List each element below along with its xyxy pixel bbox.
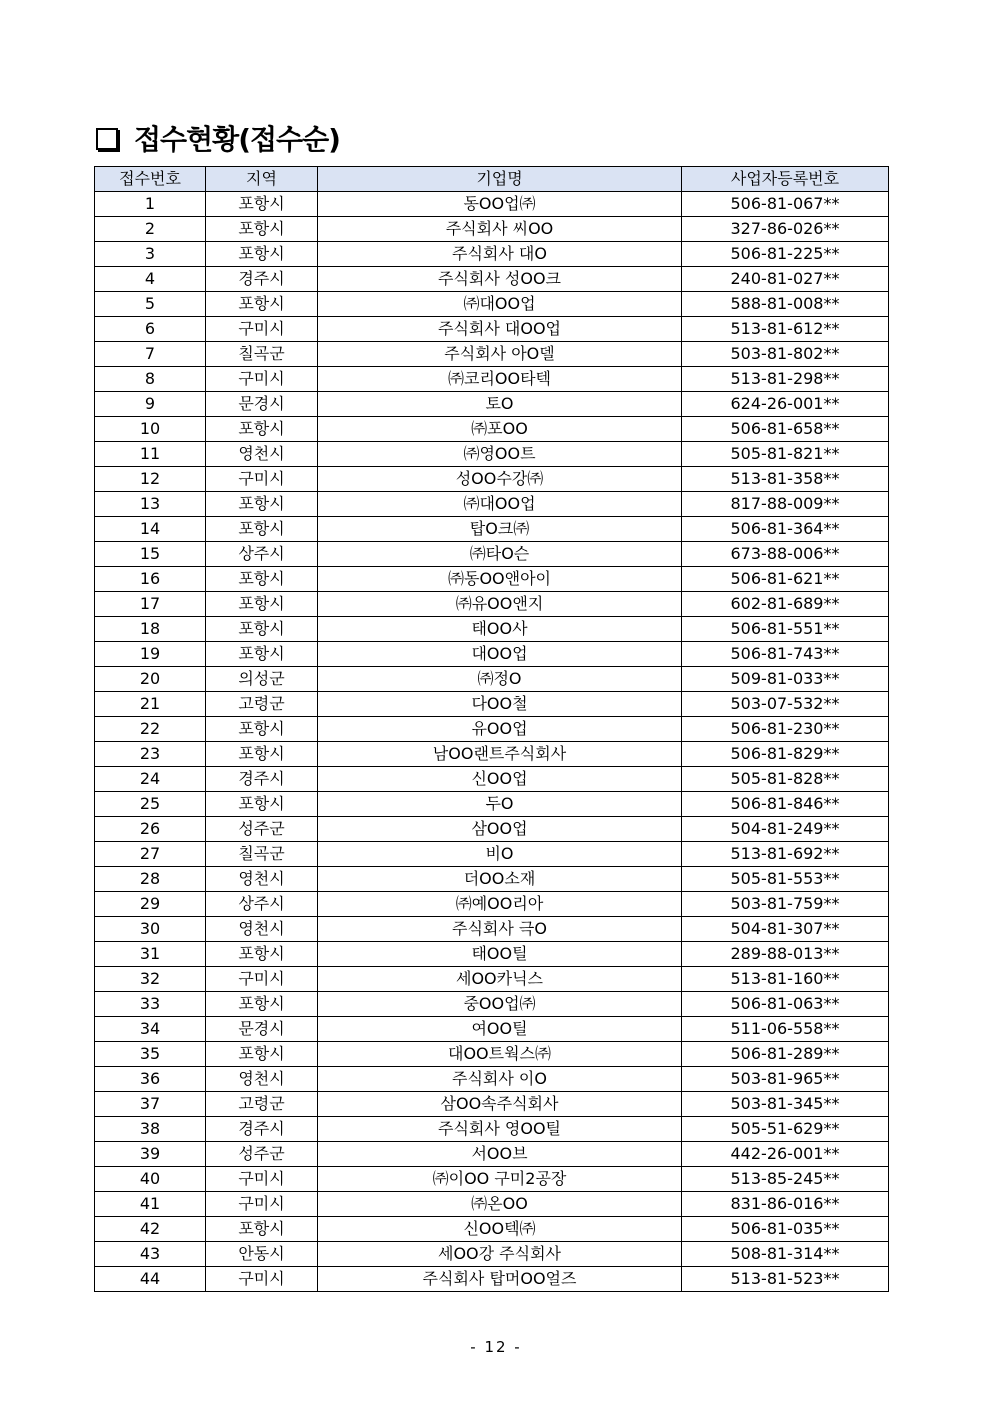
cell-company-name: 주식회사 씨OO [318,217,682,242]
cell-business-reg-number: 506-81-846** [682,792,889,817]
table-row [95,392,889,417]
table-header-row [95,167,889,192]
cell-company-name: 대OO업 [318,642,682,667]
cell-region: 성주군 [206,817,318,842]
cell-receipt-number: 5 [95,292,206,317]
cell-region: 칠곡군 [206,342,318,367]
cell-company-name: 주식회사 대O [318,242,682,267]
table-row [95,467,889,492]
cell-receipt-number: 8 [95,367,206,392]
cell-receipt-number: 11 [95,442,206,467]
cell-region: 구미시 [206,467,318,492]
cell-business-reg-number: 602-81-689** [682,592,889,617]
cell-region: 고령군 [206,1092,318,1117]
table-row [95,642,889,667]
cell-receipt-number: 29 [95,892,206,917]
cell-company-name: ㈜정O [318,667,682,692]
cell-receipt-number: 28 [95,867,206,892]
table-row [95,1267,889,1292]
cell-business-reg-number: 506-81-035** [682,1217,889,1242]
cell-region: 경주시 [206,267,318,292]
cell-business-reg-number: 505-81-828** [682,767,889,792]
cell-company-name: ㈜대OO업 [318,492,682,517]
cell-business-reg-number: 511-06-558** [682,1017,889,1042]
cell-receipt-number: 7 [95,342,206,367]
cell-region: 포항시 [206,717,318,742]
cell-region: 포항시 [206,217,318,242]
cell-company-name: 주식회사 이O [318,1067,682,1092]
cell-company-name: 신OO업 [318,767,682,792]
cell-receipt-number: 12 [95,467,206,492]
cell-receipt-number: 30 [95,917,206,942]
cell-company-name: 주식회사 대OO업 [318,317,682,342]
table-row [95,917,889,942]
cell-receipt-number: 10 [95,417,206,442]
cell-business-reg-number: 504-81-307** [682,917,889,942]
cell-business-reg-number: 506-81-621** [682,567,889,592]
cell-business-reg-number: 513-81-160** [682,967,889,992]
cell-company-name: ㈜영OO트 [318,442,682,467]
cell-region: 포항시 [206,792,318,817]
table-row [95,667,889,692]
table-row [95,717,889,742]
cell-region: 고령군 [206,692,318,717]
cell-region: 영천시 [206,867,318,892]
cell-receipt-number: 19 [95,642,206,667]
cell-business-reg-number: 508-81-314** [682,1242,889,1267]
table-row [95,1192,889,1217]
table-row [95,592,889,617]
table-row [95,417,889,442]
cell-region: 의성군 [206,667,318,692]
table-row [95,617,889,642]
cell-business-reg-number: 513-81-612** [682,317,889,342]
cell-receipt-number: 4 [95,267,206,292]
table-row [95,1142,889,1167]
cell-business-reg-number: 506-81-230** [682,717,889,742]
cell-receipt-number: 26 [95,817,206,842]
cell-business-reg-number: 506-81-743** [682,642,889,667]
cell-receipt-number: 33 [95,992,206,1017]
cell-receipt-number: 24 [95,767,206,792]
cell-region: 포항시 [206,492,318,517]
table-row [95,1167,889,1192]
page-number: - 12 - [470,1338,522,1356]
cell-region: 포항시 [206,1042,318,1067]
table-row [95,892,889,917]
cell-receipt-number: 42 [95,1217,206,1242]
cell-business-reg-number: 503-81-345** [682,1092,889,1117]
cell-receipt-number: 25 [95,792,206,817]
cell-region: 포항시 [206,517,318,542]
cell-receipt-number: 3 [95,242,206,267]
cell-business-reg-number: 503-81-965** [682,1067,889,1092]
cell-receipt-number: 20 [95,667,206,692]
cell-company-name: 주식회사 성OO크 [318,267,682,292]
header-region: 지역 [206,167,318,192]
cell-region: 포항시 [206,942,318,967]
cell-receipt-number: 9 [95,392,206,417]
table-row [95,1017,889,1042]
cell-business-reg-number: 442-26-001** [682,1142,889,1167]
cell-region: 안동시 [206,1242,318,1267]
cell-business-reg-number: 831-86-016** [682,1192,889,1217]
table-row [95,1067,889,1092]
cell-company-name: 중OO업㈜ [318,992,682,1017]
cell-company-name: 여OO틸 [318,1017,682,1042]
cell-business-reg-number: 327-86-026** [682,217,889,242]
cell-business-reg-number: 513-81-692** [682,842,889,867]
cell-region: 구미시 [206,1192,318,1217]
table-row [95,492,889,517]
cell-company-name: ㈜포OO [318,417,682,442]
cell-receipt-number: 38 [95,1117,206,1142]
cell-company-name: 주식회사 영OO틸 [318,1117,682,1142]
cell-company-name: ㈜코리OO타텍 [318,367,682,392]
cell-receipt-number: 35 [95,1042,206,1067]
cell-receipt-number: 37 [95,1092,206,1117]
cell-business-reg-number: 506-81-829** [682,742,889,767]
cell-region: 상주시 [206,542,318,567]
cell-receipt-number: 15 [95,542,206,567]
cell-business-reg-number: 506-81-067** [682,192,889,217]
table-row [95,517,889,542]
table-row [95,342,889,367]
cell-region: 문경시 [206,1017,318,1042]
cell-company-name: ㈜타O슨 [318,542,682,567]
cell-region: 포항시 [206,1217,318,1242]
cell-business-reg-number: 503-07-532** [682,692,889,717]
cell-business-reg-number: 588-81-008** [682,292,889,317]
cell-receipt-number: 31 [95,942,206,967]
cell-receipt-number: 32 [95,967,206,992]
table-row [95,942,889,967]
cell-company-name: 주식회사 탑머OO얼즈 [318,1267,682,1292]
cell-region: 포항시 [206,642,318,667]
table-row [95,442,889,467]
cell-business-reg-number: 505-81-553** [682,867,889,892]
cell-region: 포항시 [206,242,318,267]
cell-region: 칠곡군 [206,842,318,867]
table-row [95,192,889,217]
cell-company-name: 삼OO업 [318,817,682,842]
cell-company-name: 비O [318,842,682,867]
cell-receipt-number: 27 [95,842,206,867]
cell-company-name: 세OO강 주식회사 [318,1242,682,1267]
cell-business-reg-number: 503-81-802** [682,342,889,367]
cell-receipt-number: 34 [95,1017,206,1042]
cell-business-reg-number: 513-81-298** [682,367,889,392]
cell-receipt-number: 39 [95,1142,206,1167]
cell-business-reg-number: 506-81-225** [682,242,889,267]
cell-region: 경주시 [206,767,318,792]
cell-company-name: 태OO틸 [318,942,682,967]
table-row [95,367,889,392]
cell-region: 구미시 [206,1267,318,1292]
cell-company-name: 성OO수강㈜ [318,467,682,492]
cell-receipt-number: 22 [95,717,206,742]
cell-receipt-number: 1 [95,192,206,217]
cell-business-reg-number: 506-81-063** [682,992,889,1017]
cell-business-reg-number: 506-81-364** [682,517,889,542]
cell-region: 문경시 [206,392,318,417]
cell-receipt-number: 21 [95,692,206,717]
cell-company-name: ㈜예OO리아 [318,892,682,917]
cell-receipt-number: 2 [95,217,206,242]
cell-region: 구미시 [206,317,318,342]
cell-company-name: ㈜유OO앤지 [318,592,682,617]
cell-region: 포항시 [206,292,318,317]
table-row [95,242,889,267]
table-row [95,792,889,817]
cell-region: 포항시 [206,742,318,767]
cell-business-reg-number: 289-88-013** [682,942,889,967]
cell-company-name: ㈜동OO앤아이 [318,567,682,592]
cell-receipt-number: 16 [95,567,206,592]
cell-business-reg-number: 509-81-033** [682,667,889,692]
cell-company-name: 신OO텍㈜ [318,1217,682,1242]
cell-region: 포항시 [206,617,318,642]
cell-receipt-number: 41 [95,1192,206,1217]
cell-business-reg-number: 505-51-629** [682,1117,889,1142]
cell-region: 성주군 [206,1142,318,1167]
cell-business-reg-number: 240-81-027** [682,267,889,292]
cell-region: 포항시 [206,567,318,592]
table-row [95,317,889,342]
table-body [95,192,889,1292]
cell-company-name: ㈜대OO업 [318,292,682,317]
table-row [95,217,889,242]
cell-company-name: 삼OO속주식회사 [318,1092,682,1117]
cell-company-name: 유OO업 [318,717,682,742]
cell-company-name: 더OO소재 [318,867,682,892]
table-row [95,967,889,992]
table-row [95,692,889,717]
table-row [95,292,889,317]
table-row [95,1042,889,1067]
cell-business-reg-number: 673-88-006** [682,542,889,567]
table-row [95,542,889,567]
table-row [95,1117,889,1142]
table-row [95,1217,889,1242]
table-row [95,867,889,892]
cell-receipt-number: 13 [95,492,206,517]
cell-receipt-number: 23 [95,742,206,767]
cell-company-name: ㈜이OO 구미2공장 [318,1167,682,1192]
cell-receipt-number: 40 [95,1167,206,1192]
cell-business-reg-number: 513-85-245** [682,1167,889,1192]
cell-region: 포항시 [206,417,318,442]
cell-receipt-number: 6 [95,317,206,342]
table-row [95,267,889,292]
cell-company-name: 다OO철 [318,692,682,717]
section-title: 접수현황(접수순) [134,123,340,156]
cell-company-name: 토O [318,392,682,417]
cell-business-reg-number: 513-81-358** [682,467,889,492]
registration-table [94,166,889,1292]
cell-business-reg-number: 817-88-009** [682,492,889,517]
cell-region: 포항시 [206,992,318,1017]
cell-company-name: 동OO업㈜ [318,192,682,217]
cell-region: 포항시 [206,192,318,217]
table-row [95,1092,889,1117]
cell-company-name: 대OO트웍스㈜ [318,1042,682,1067]
cell-region: 구미시 [206,367,318,392]
table-row [95,817,889,842]
cell-company-name: 탑O크㈜ [318,517,682,542]
cell-company-name: 주식회사 아O델 [318,342,682,367]
cell-business-reg-number: 504-81-249** [682,817,889,842]
table-row [95,767,889,792]
cell-business-reg-number: 513-81-523** [682,1267,889,1292]
cell-receipt-number: 17 [95,592,206,617]
table-row [95,992,889,1017]
section-heading [96,118,340,158]
header-business-reg-number: 사업자등록번호 [682,167,889,192]
cell-region: 영천시 [206,1067,318,1092]
cell-company-name: 태OO사 [318,617,682,642]
checkbox-square-icon [96,128,118,150]
cell-business-reg-number: 506-81-658** [682,417,889,442]
cell-receipt-number: 44 [95,1267,206,1292]
cell-company-name: ㈜온OO [318,1192,682,1217]
cell-region: 경주시 [206,1117,318,1142]
cell-company-name: 남OO랜트주식회사 [318,742,682,767]
header-receipt-number: 접수번호 [95,167,206,192]
cell-business-reg-number: 505-81-821** [682,442,889,467]
cell-company-name: 주식회사 극O [318,917,682,942]
cell-receipt-number: 36 [95,1067,206,1092]
cell-region: 구미시 [206,1167,318,1192]
cell-region: 상주시 [206,892,318,917]
cell-business-reg-number: 506-81-551** [682,617,889,642]
table-row [95,742,889,767]
cell-receipt-number: 14 [95,517,206,542]
cell-company-name: 두O [318,792,682,817]
cell-region: 영천시 [206,442,318,467]
header-company-name: 기업명 [318,167,682,192]
cell-receipt-number: 18 [95,617,206,642]
table-row [95,842,889,867]
cell-business-reg-number: 503-81-759** [682,892,889,917]
table-row [95,567,889,592]
cell-business-reg-number: 506-81-289** [682,1042,889,1067]
cell-company-name: 서OO브 [318,1142,682,1167]
cell-region: 포항시 [206,592,318,617]
table-row [95,1242,889,1267]
cell-region: 영천시 [206,917,318,942]
cell-company-name: 세OO카닉스 [318,967,682,992]
cell-receipt-number: 43 [95,1242,206,1267]
cell-business-reg-number: 624-26-001** [682,392,889,417]
cell-region: 구미시 [206,967,318,992]
